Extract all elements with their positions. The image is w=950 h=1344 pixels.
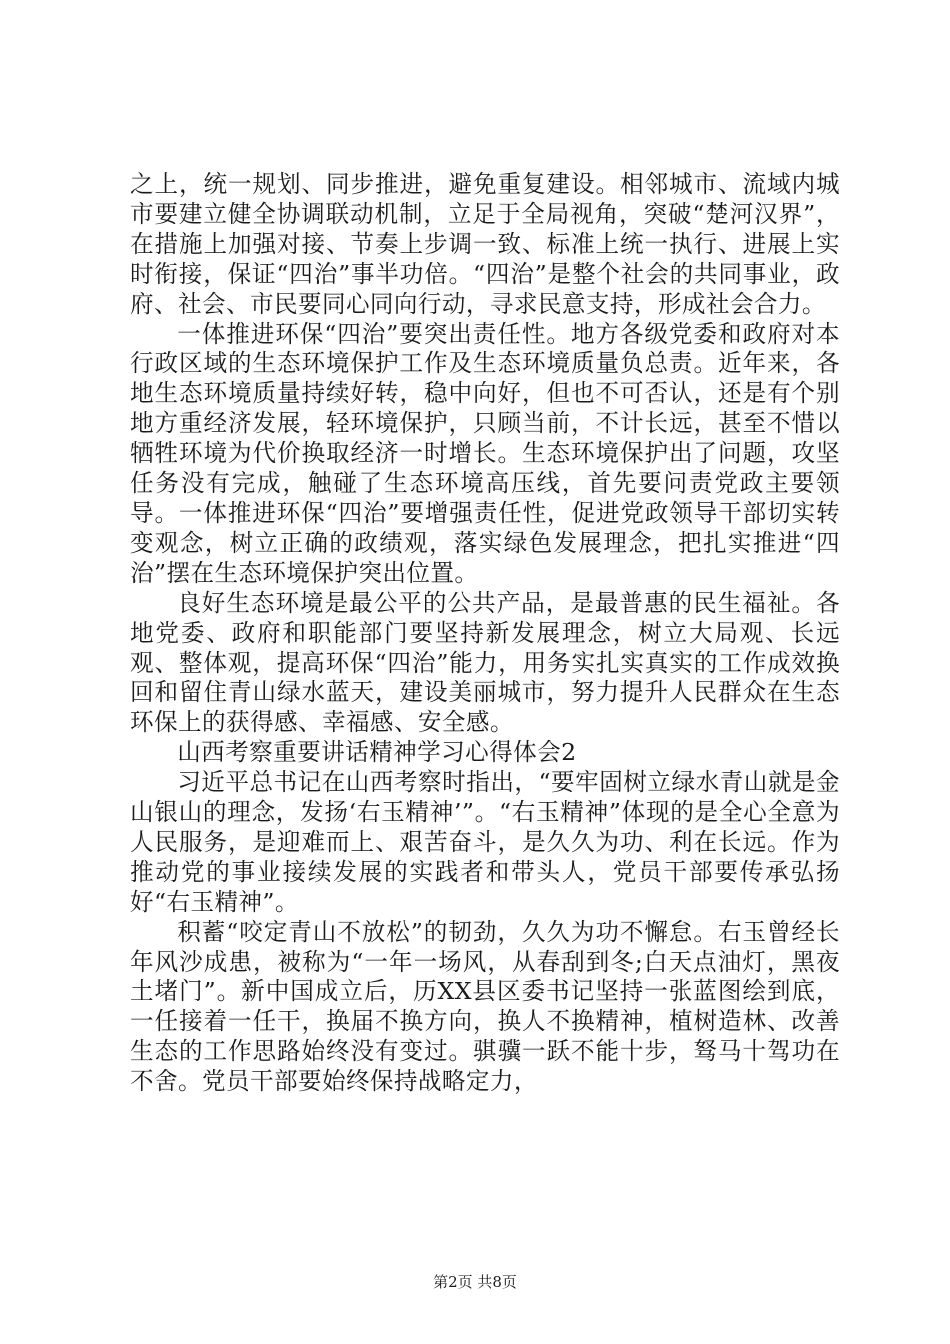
paragraph-perseverance: 积蓄“咬定青山不放松”的韧劲，久久为功不懈怠。右玉曾经长年风沙成患，被称为“一年一场风，从春刮到冬;白天点油灯，黑夜土堵门”。新中国成立后，历XX县区委书记坚持一张蓝图绘到底，一任接着一任干，换届不换方向，换人不换精神，植树造林、改善生态的工作思路始终没有变过。骐骥一跃不能十步，驽马十驾功在不舍。党员干部要始终保持战略定力，	[130, 917, 840, 1096]
paragraph-responsibility: 一体推进环保“四治”要突出责任性。地方各级党委和政府对本行政区域的生态环境保护工作及生态环境质量负总责。近年来，各地生态环境质量持续好转，稳中向好，但也不可否认，还是有个别地方重经济发展，轻环境保护，只顾当前，不计长远，甚至不惜以牺牲环境为代价换取经济一时增长。生态环境保护出了问题，攻坚任务没有完成，触碰了生态环境高压线，首先要问责党政主要领导。一体推进环保“四治”要增强责任性，促进党政领导干部切实转变观念，树立正确的政绩观，落实绿色发展理念，把扎实推进“四治”摆在生态环境保护突出位置。	[130, 319, 840, 587]
paragraph-continued: 之上，统一规划、同步推进，避免重复建设。相邻城市、流域内城市要建立健全协调联动机制，立足于全局视角，突破“楚河汉界”，在措施上加强对接、节奏上步调一致、标准上统一执行、进展上实时衔接，保证“四治”事半功倍。“四治”是整个社会的共同事业，政府、社会、市民要同心同向行动，寻求民意支持，形成社会合力。	[130, 170, 840, 318]
document-body	[130, 170, 840, 1097]
page-footer: 第2页 共8页	[433, 1273, 517, 1291]
paragraph-ecology-welfare: 良好生态环境是最公平的公共产品，是最普惠的民生福祉。各地党委、政府和职能部门要坚持新发展理念，树立大局观、长远观、整体观，提高环保“四治”能力，用务实扎实真实的工作成效换回和留住青山绿水蓝天，建设美丽城市，努力提升人民群众在生态环保上的获得感、幸福感、安全感。	[130, 588, 840, 737]
paragraph-youyu-spirit: 习近平总书记在山西考察时指出，“要牢固树立绿水青山就是金山银山的理念，发扬‘右玉精神’”。“右玉精神”体现的是全心全意为人民服务，是迎难而上、艰苦奋斗，是久久为功、利在长远。作为推动党的事业接续发展的实践者和带头人，党员干部要传承弘扬好“右玉精神”。	[130, 768, 840, 916]
section-heading: 山西考察重要讲话精神学习心得体会2	[177, 738, 577, 767]
